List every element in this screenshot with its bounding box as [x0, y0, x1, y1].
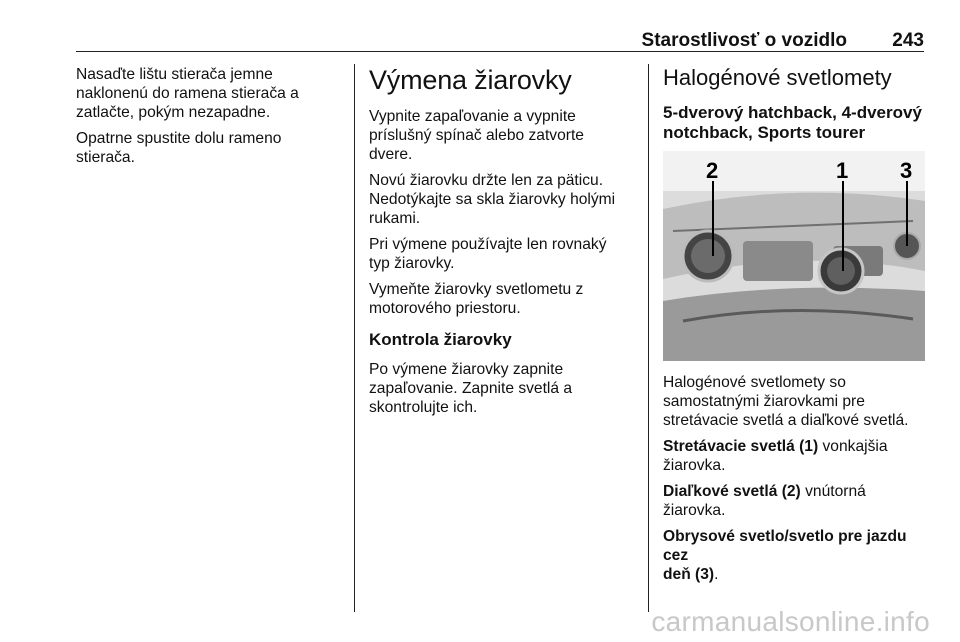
header-rule	[76, 51, 924, 52]
item-high-beam-label: Diaľkové svetlá (2)	[663, 483, 801, 500]
page-title: Starostlivosť o vozidlo	[641, 30, 847, 51]
item-position-light	[663, 527, 925, 584]
paragraph-same-type: Pri výmene používajte len rovnaký typ žiarovky.	[369, 236, 607, 272]
watermark: carmanualsonline.info	[651, 606, 930, 637]
item-high-beam-text: vnútorná žiarovka.	[663, 483, 866, 519]
paragraph-hold-bulb: Novú žiarovku držte len za päticu. Nedotýkajte sa skla žiarovky holými rukami.	[369, 172, 616, 227]
paragraph-wiper-lower: Opatrne spustite dolu rameno stierača.	[76, 130, 282, 166]
page-header	[76, 30, 924, 50]
column-divider-1	[354, 64, 355, 612]
paragraph-ignition-off: Vypnite zapaľovanie a vypnite príslušný spínač alebo zatvorte dvere.	[369, 108, 584, 163]
subheading-body-variants: 5-dverový hatchback, 4-dverový notchback, Sports tourer	[663, 103, 922, 142]
paragraph-bulb-check: Po výmene žiarovky zapnite zapaľovanie. Zapnite svetlá a skontrolujte ich.	[369, 361, 573, 416]
section-heading-halogen-headlights: Halogénové svetlomety	[663, 65, 892, 90]
item-position-light-text: .	[714, 566, 719, 583]
column-divider-2	[648, 64, 649, 612]
item-low-beam-text: vonkajšia žiarovka.	[663, 438, 888, 474]
figure-label-3: 3	[900, 158, 913, 183]
item-position-light-label: Obrysové svetlo/svetlo pre jazdu cez deň (3)	[663, 528, 907, 583]
column-1	[76, 65, 348, 174]
column-2	[369, 65, 637, 424]
section-heading-bulb-replacement: Výmena žiarovky	[369, 65, 572, 95]
subheading-bulb-check: Kontrola žiarovky	[369, 330, 512, 349]
page-number: 243	[892, 30, 924, 51]
headlight-photo	[663, 151, 925, 361]
figure-label-1: 1	[836, 158, 849, 183]
paragraph-halogen-intro: Halogénové svetlomety so samostatnými žiarovkami pre stretávacie svetlá a diaľkové svetlá.	[663, 374, 909, 429]
paragraph-wiper-install: Nasaďte lištu stierača jemne naklonenú do ramena stierača a zatlačte, pokým nezapadne.	[76, 66, 299, 121]
item-low-beam	[663, 437, 925, 475]
item-low-beam-label: Stretávacie svetlá (1)	[663, 438, 819, 455]
figure-label-2: 2	[706, 158, 719, 183]
column-3	[663, 65, 925, 591]
paragraph-engine-compartment: Vymeňte žiarovky svetlometu z motorového priestoru.	[369, 281, 584, 317]
item-high-beam	[663, 482, 925, 520]
